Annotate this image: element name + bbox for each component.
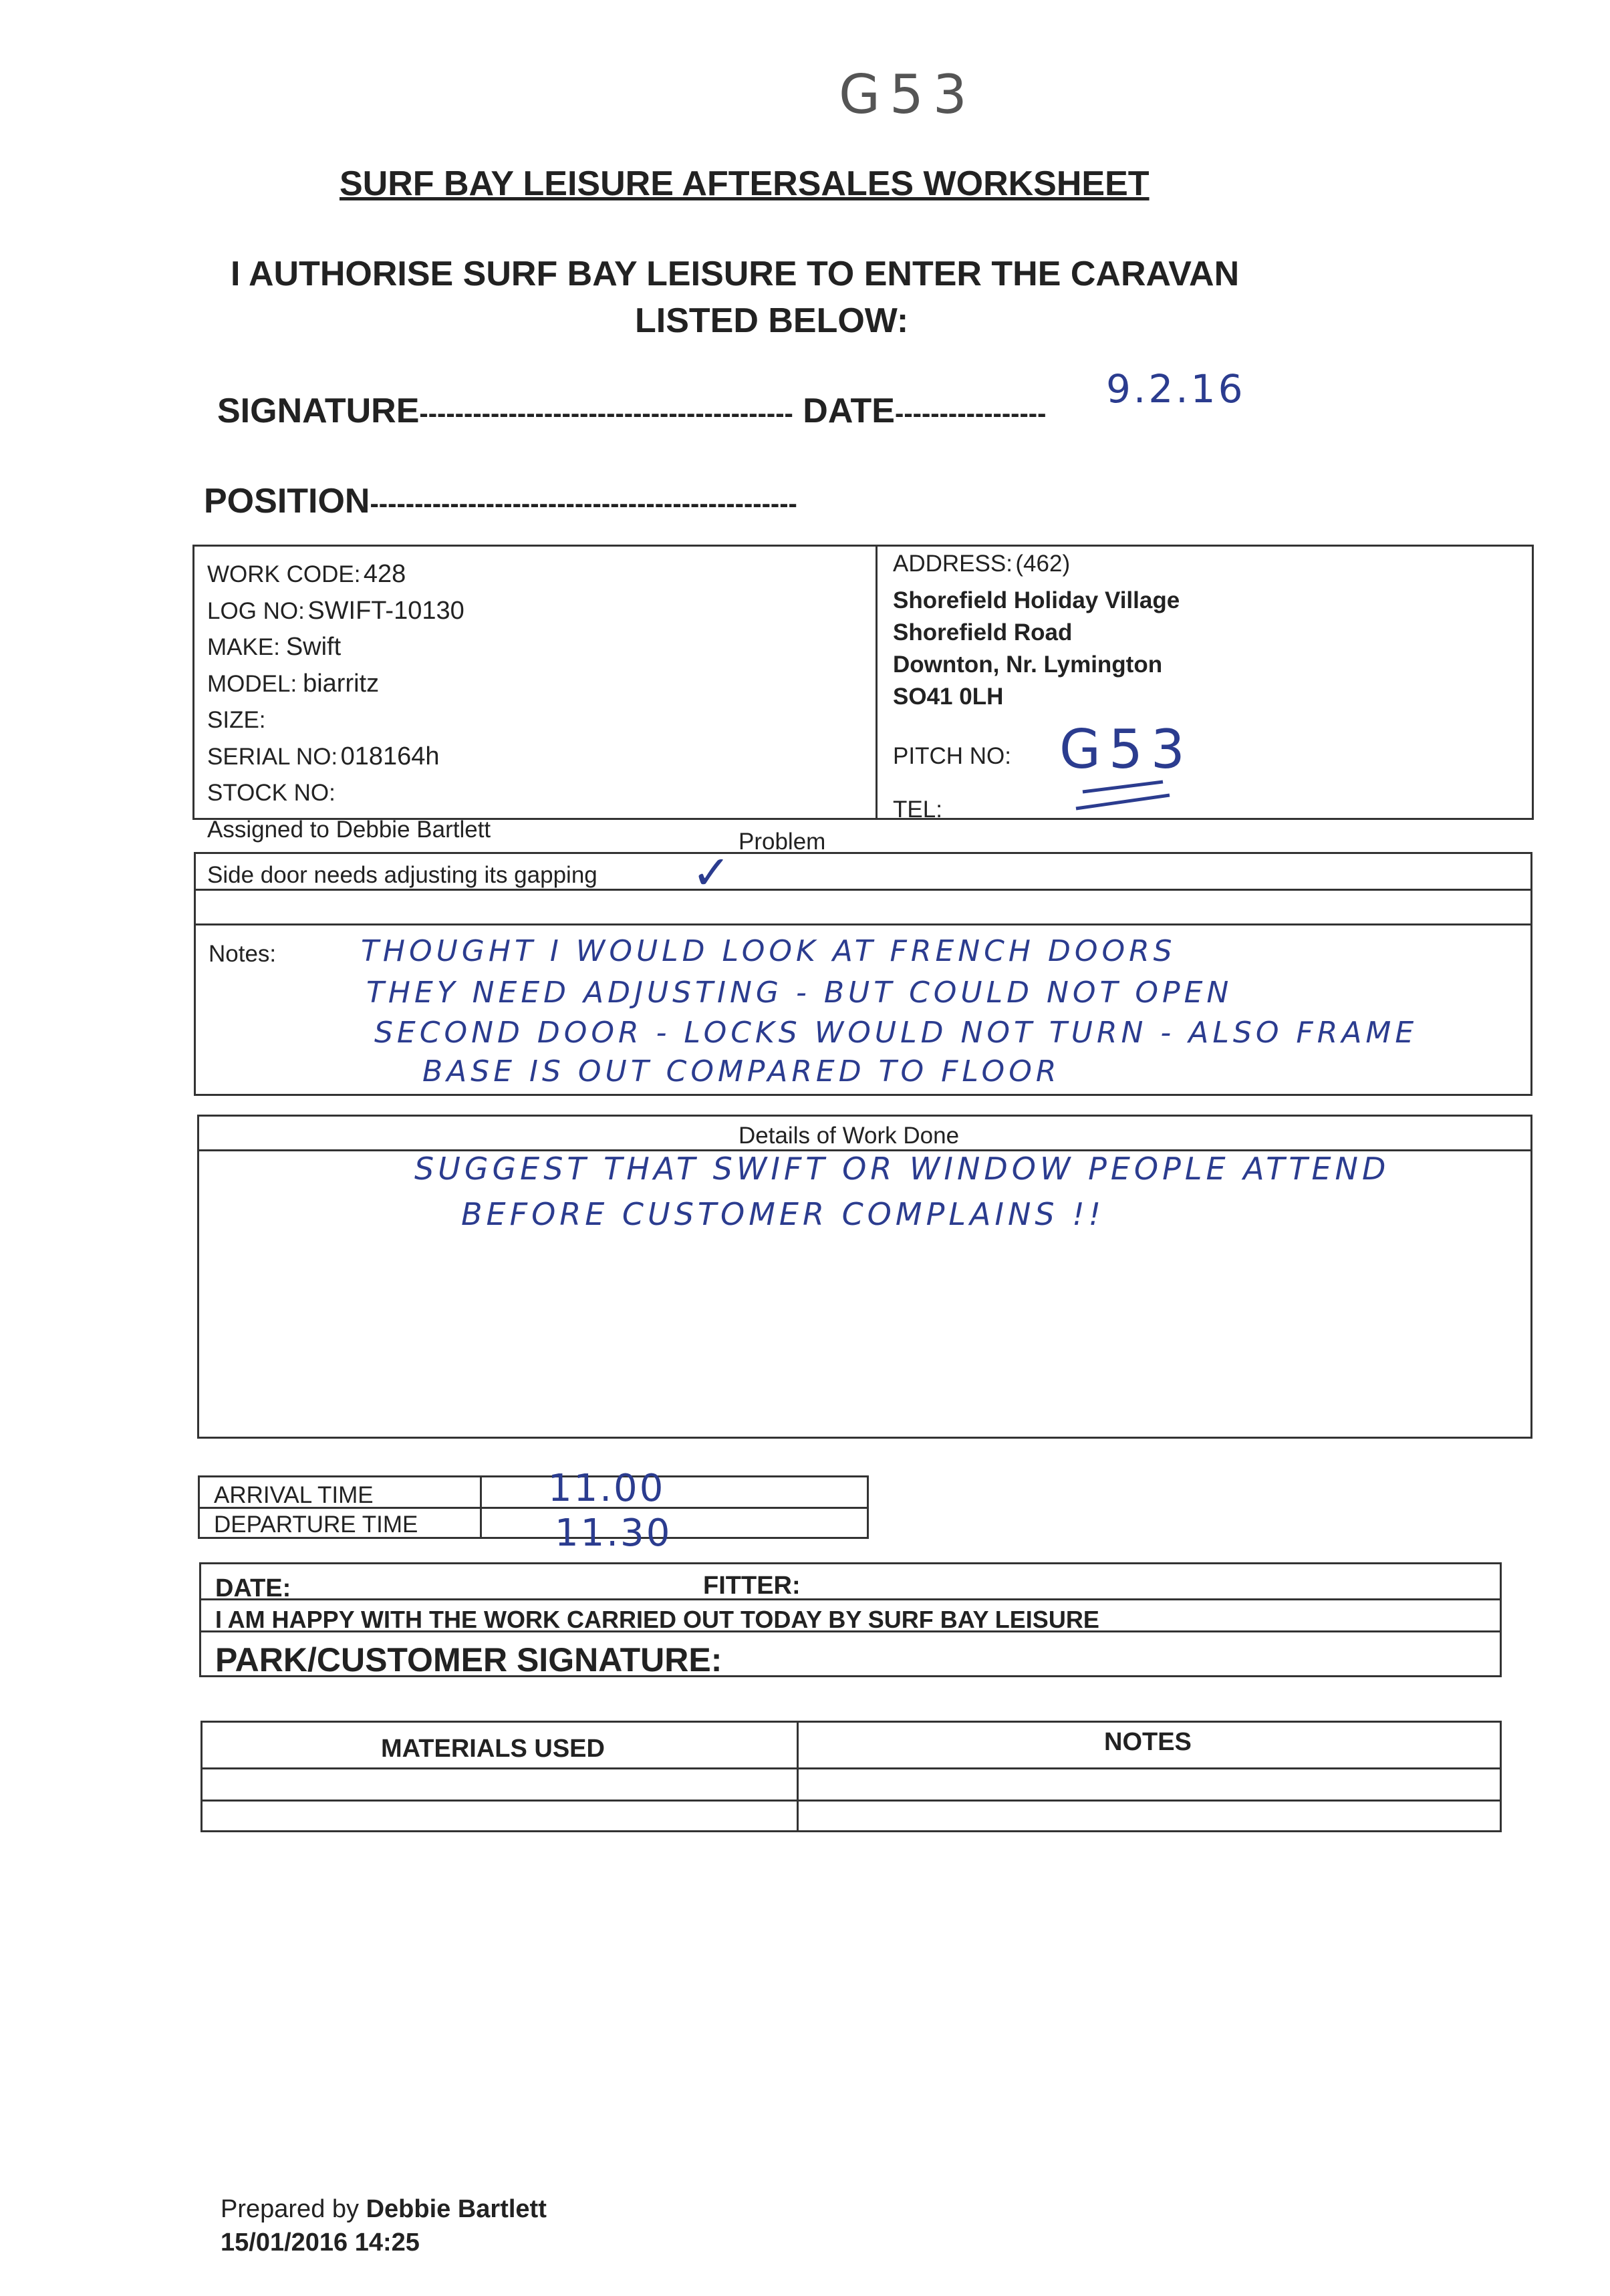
work-done-line-1: SUGGEST THAT SWIFT OR WINDOW PEOPLE ATTEND bbox=[414, 1151, 1390, 1187]
make-row bbox=[207, 631, 491, 668]
address-code: (462) bbox=[1015, 551, 1071, 577]
arrival-label: ARRIVAL TIME bbox=[214, 1482, 374, 1508]
work-code-label: WORK CODE: bbox=[207, 561, 361, 587]
handwritten-ref: G53 bbox=[839, 63, 976, 126]
work-code-value: 428 bbox=[363, 560, 406, 588]
serial-row bbox=[207, 741, 491, 778]
customer-signature-label: PARK/CUSTOMER SIGNATURE: bbox=[215, 1641, 722, 1679]
model-value: biarritz bbox=[303, 669, 380, 698]
work-code-row bbox=[207, 559, 491, 595]
signoff-divider-1 bbox=[199, 1598, 1502, 1600]
position-label: POSITION bbox=[204, 482, 370, 521]
departure-label: DEPARTURE TIME bbox=[214, 1512, 418, 1538]
materials-header: MATERIALS USED bbox=[381, 1735, 605, 1763]
position-dashes: ------------------------------------------------ bbox=[370, 489, 797, 519]
problem-divider bbox=[194, 889, 1532, 891]
departure-handwritten: 11.30 bbox=[555, 1512, 672, 1555]
serial-label: SERIAL NO: bbox=[207, 743, 338, 770]
date-dashes: ----------------- bbox=[895, 399, 1047, 428]
authorise-line-1: I AUTHORISE SURF BAY LEISURE TO ENTER THE CARAVAN bbox=[231, 255, 1240, 293]
log-no-label: LOG NO: bbox=[207, 597, 305, 624]
position-row bbox=[204, 481, 797, 521]
date-label: DATE bbox=[803, 392, 895, 430]
assigned-row bbox=[207, 814, 491, 851]
materials-row-divider-2 bbox=[200, 1800, 1502, 1802]
problem-text: Side door needs adjusting its gapping bbox=[207, 862, 597, 888]
tel-label: TEL: bbox=[893, 797, 942, 823]
footer-timestamp: 15/01/2016 14:25 bbox=[221, 2229, 420, 2257]
model-row bbox=[207, 668, 491, 705]
materials-notes-header: NOTES bbox=[1104, 1728, 1192, 1756]
date-handwritten: 9.2.16 bbox=[1106, 366, 1246, 412]
pitch-handwritten: G53 bbox=[1059, 718, 1193, 780]
problem-tick: ✓ bbox=[692, 845, 735, 900]
materials-col-divider bbox=[797, 1721, 799, 1832]
serial-value: 018164h bbox=[340, 742, 440, 770]
materials-row-divider-1 bbox=[200, 1767, 1502, 1769]
make-value: Swift bbox=[285, 633, 342, 661]
prepared-name: Debbie Bartlett bbox=[366, 2195, 547, 2223]
make-label: MAKE: bbox=[207, 634, 280, 660]
address-block bbox=[893, 548, 1180, 713]
prepared-prefix: Prepared by bbox=[221, 2195, 366, 2223]
arrival-handwritten: 11.00 bbox=[548, 1467, 666, 1510]
problem-header: Problem bbox=[739, 829, 826, 855]
tel-underline-scribble bbox=[1069, 775, 1176, 822]
log-no-row bbox=[207, 595, 491, 632]
address-line-4: SO41 0LH bbox=[893, 684, 1004, 710]
caravan-details-left bbox=[207, 559, 491, 850]
authorise-line-2: LISTED BELOW: bbox=[635, 301, 909, 340]
times-col-divider bbox=[480, 1475, 482, 1539]
address-line-2: Shorefield Road bbox=[893, 619, 1073, 645]
address-label: ADDRESS: bbox=[893, 551, 1013, 577]
address-label-row bbox=[893, 548, 1180, 585]
happy-statement: I AM HAPPY WITH THE WORK CARRIED OUT TODAY BY SURF BAY LEISURE bbox=[215, 1606, 1099, 1633]
notes-label: Notes: bbox=[209, 941, 277, 967]
notes-line-4: BASE IS OUT COMPARED TO FLOOR bbox=[422, 1054, 1061, 1089]
pitch-label: PITCH NO: bbox=[893, 743, 1011, 769]
size-row bbox=[207, 704, 491, 741]
notes-line-3: SECOND DOOR - LOCKS WOULD NOT TURN - ALSO FRAME bbox=[374, 1016, 1418, 1050]
work-done-line-2: BEFORE CUSTOMER COMPLAINS !! bbox=[461, 1196, 1105, 1232]
work-done-header: Details of Work Done bbox=[739, 1123, 960, 1149]
notes-line-2: THEY NEED ADJUSTING - BUT COULD NOT OPEN bbox=[366, 976, 1233, 1010]
page-title: SURF BAY LEISURE AFTERSALES WORKSHEET bbox=[340, 164, 1150, 203]
address-line-1: Shorefield Holiday Village bbox=[893, 587, 1180, 613]
signoff-fitter-label: FITTER: bbox=[703, 1572, 801, 1600]
notes-line-1: THOUGHT I WOULD LOOK AT FRENCH DOORS bbox=[361, 934, 1176, 968]
signoff-date-label: DATE: bbox=[215, 1574, 291, 1602]
signature-dashes: ------------------------------------------ bbox=[419, 399, 793, 428]
assigned-text: Assigned to Debbie Bartlett bbox=[207, 816, 491, 843]
address-line-3: Downton, Nr. Lymington bbox=[893, 652, 1163, 678]
stock-row bbox=[207, 777, 491, 814]
signature-label: SIGNATURE bbox=[217, 392, 420, 430]
log-no-value: SWIFT-10130 bbox=[307, 596, 464, 625]
footer-prepared bbox=[221, 2195, 547, 2224]
model-label: MODEL: bbox=[207, 670, 297, 697]
caravan-box-divider bbox=[876, 545, 878, 820]
size-label: SIZE: bbox=[207, 707, 266, 733]
signature-row bbox=[217, 391, 1046, 431]
stock-label: STOCK NO: bbox=[207, 780, 336, 806]
